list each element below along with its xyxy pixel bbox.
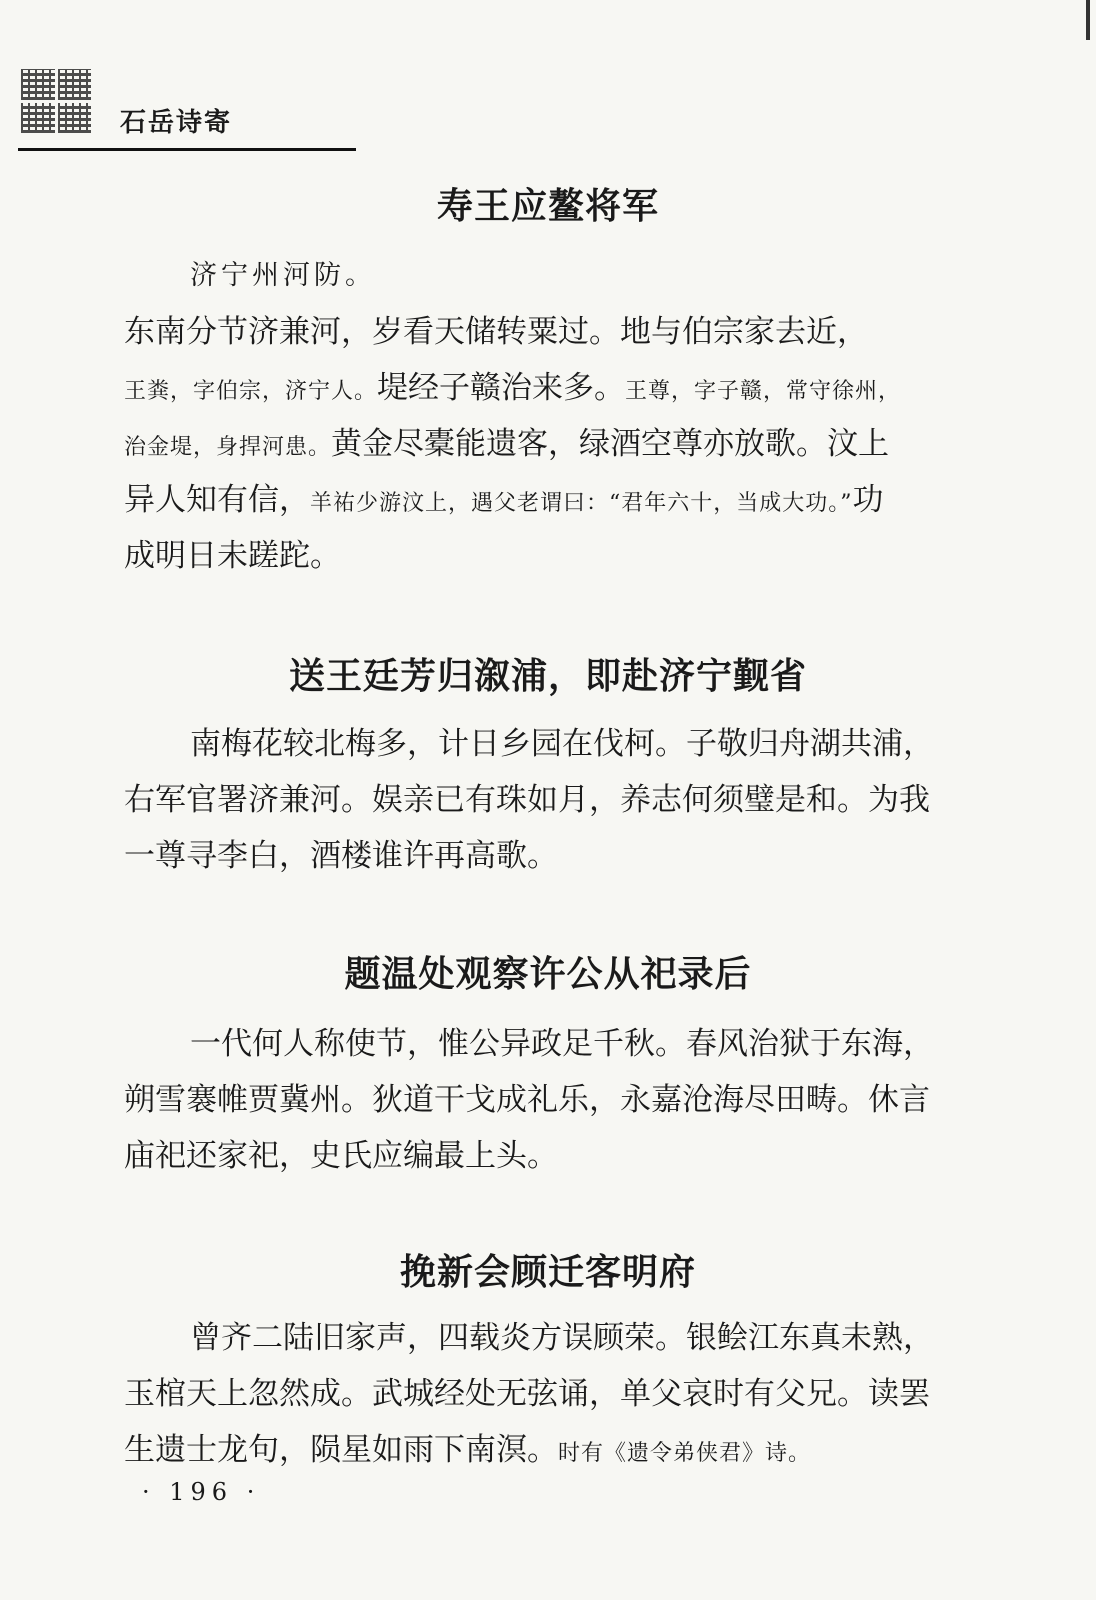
scan-edge-mark — [1086, 0, 1090, 40]
poem-line: 曾齐二陆旧家声，四载炎方误顾荣。银鲙江东真未熟， — [190, 1320, 934, 1356]
poem-title-4: 挽新会顾迁客明府 — [399, 1252, 696, 1293]
header-rule — [18, 148, 356, 151]
poem-line: 右军官署济兼河。娱亲已有珠如月，养志何须璧是和。为我 — [124, 782, 930, 818]
poem-line: 玉棺天上忽然成。武城经处无弦诵，单父哀时有父兄。读罢 — [124, 1376, 930, 1412]
poem-body-3 — [124, 1016, 958, 1184]
page-number: · 196 · — [142, 1478, 261, 1506]
poem-line: 庙祀还家祀，史氏应编最上头。 — [124, 1138, 558, 1174]
poem-line: 生遗士龙句，陨星如雨下南溟。时有《遗令弟侠君》诗。 — [124, 1432, 812, 1468]
poem-line: 成明日未蹉跎。 — [124, 538, 341, 574]
poem-body-1 — [124, 248, 958, 584]
poem-line: 南梅花较北梅多，计日乡园在伐柯。子敬归舟湖共浦， — [190, 726, 934, 762]
annotation: 治金堤，身捍河患。 — [124, 435, 332, 460]
running-title: 石岳诗寄 — [120, 108, 233, 138]
poem-line: 异人知有信，羊祐少游汶上，遇父老谓曰：“君年六十，当成大功。”功 — [124, 482, 884, 518]
poem-line: 一尊寻李白，酒楼谁许再高歌。 — [124, 838, 558, 874]
poem-body-2 — [124, 716, 958, 884]
poem-body-4 — [124, 1310, 958, 1478]
poem-title-3: 题温处观察许公从祀录后 — [344, 954, 752, 995]
annotation: 羊祐少游汶上，遇父老谓曰：“君年六十，当成大功。” — [310, 491, 853, 516]
annotation: 王尊，字子赣，常守徐州， — [625, 379, 902, 404]
poem-intro: 济宁州河防。 — [190, 260, 376, 291]
poem-title-1: 寿王应鳌将军 — [436, 186, 659, 227]
poem-line: 王粪，字伯宗，济宁人。堤经子赣治来多。王尊，字子赣，常守徐州， — [124, 370, 902, 406]
poem-line: 东南分节济兼河，岁看天储转粟过。地与伯宗家去近， — [124, 314, 868, 350]
seal-logo — [18, 66, 94, 136]
poem-title-2: 送王廷芳归溆浦，即赴济宁觐省 — [288, 656, 807, 697]
annotation: 王粪，字伯宗，济宁人。 — [124, 379, 378, 404]
poem-line: 治金堤，身捍河患。黄金尽橐能遗客，绿酒空尊亦放歌。汶上 — [124, 426, 890, 462]
annotation: 时有《遗令弟侠君》诗。 — [558, 1441, 812, 1466]
poem-line: 一代何人称使节，惟公异政足千秋。春风治狱于东海， — [190, 1026, 934, 1062]
poem-line: 朔雪褰帷贾冀州。狄道干戈成礼乐，永嘉沧海尽田畴。休言 — [124, 1082, 930, 1118]
